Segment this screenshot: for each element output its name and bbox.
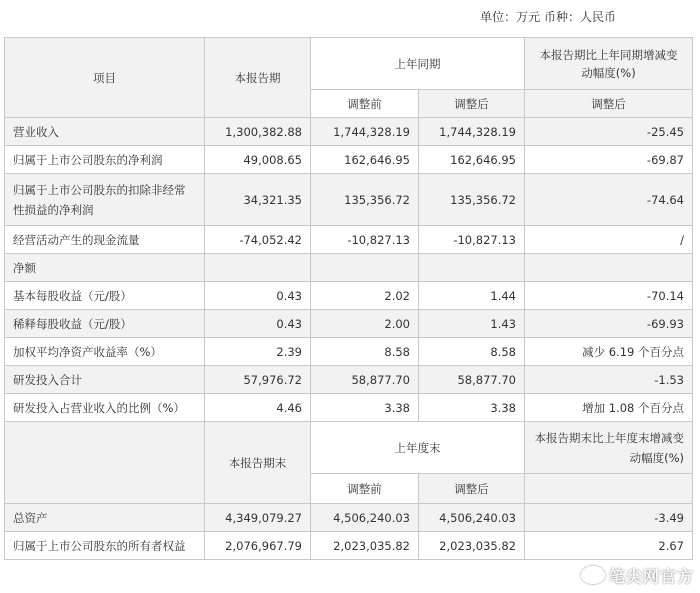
table-row: 经营活动产生的现金流量 -74,052.42 -10,827.13 -10,827.13 / <box>5 226 693 254</box>
header-current: 本报告期 <box>205 38 311 118</box>
header2-row-1 <box>5 422 693 474</box>
table-row: 稀释每股收益（元/股） 0.43 2.00 1.43 -69.93 <box>5 310 693 338</box>
header-after: 调整后 <box>419 90 525 118</box>
table-row: 研发投入占营业收入的比例（%） 4.46 3.38 3.38 增加 1.08 个百分点 <box>5 394 693 422</box>
table-row: 加权平均净资产收益率（%） 2.39 8.58 8.58 减少 6.19 个百分点 <box>5 338 693 366</box>
table-row: 净额 <box>5 254 693 282</box>
financial-table <box>4 37 693 560</box>
header-change: 本报告期比上年同期增减变动幅度(%) <box>525 38 693 90</box>
header-change-after: 调整后 <box>525 90 693 118</box>
header-item: 项目 <box>5 38 205 118</box>
header2-after: 调整后 <box>419 474 525 504</box>
table-row: 基本每股收益（元/股） 0.43 2.02 1.44 -70.14 <box>5 282 693 310</box>
header2-last-year-end: 上年度末 <box>311 422 525 474</box>
watermark <box>581 564 694 587</box>
table-row: 归属于上市公司股东的净利润 49,008.65 162,646.95 162,646.95 -69.87 <box>5 146 693 174</box>
watermark-text: 笔尖网官方 <box>608 567 694 586</box>
header2-before: 调整前 <box>311 474 419 504</box>
unit-label: 单位：万元 币种：人民币 <box>480 10 616 24</box>
weibo-logo-icon <box>581 566 605 584</box>
header-before: 调整前 <box>311 90 419 118</box>
header2-change-after <box>525 474 693 504</box>
header2-current: 本报告期末 <box>205 422 311 504</box>
header2-change: 本报告期末比上年度末增减变动幅度(%) <box>525 422 693 474</box>
table-row: 总资产 4,349,079.27 4,506,240.03 4,506,240.03 -3.49 <box>5 504 693 532</box>
header-same-period: 上年同期 <box>311 38 525 90</box>
table-row: 研发投入合计 57,976.72 58,877.70 58,877.70 -1.53 <box>5 366 693 394</box>
header-row-1 <box>5 38 693 90</box>
table-row: 归属于上市公司股东的扣除非经常性损益的净利润 34,321.35 135,356.72 135,356.72 -74.64 <box>5 174 693 226</box>
table-row: 归属于上市公司股东的所有者权益 2,076,967.79 2,023,035.82 2,023,035.82 2.67 <box>5 532 693 560</box>
header2-item <box>5 422 205 504</box>
table-row: 营业收入 1,300,382.88 1,744,328.19 1,744,328.19 -25.45 <box>5 118 693 146</box>
